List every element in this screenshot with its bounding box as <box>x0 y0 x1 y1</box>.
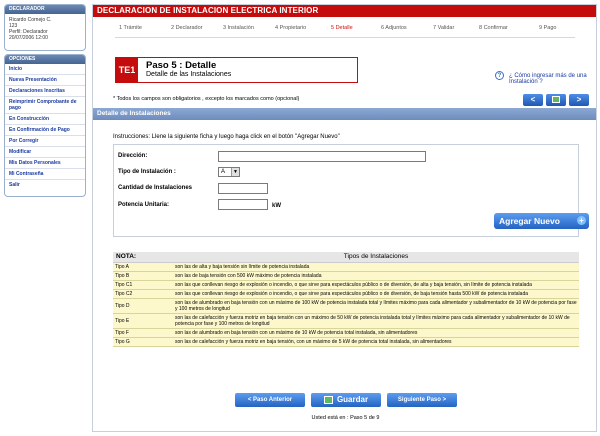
type-name: Tipo B <box>113 271 173 280</box>
step-header-box <box>115 57 358 83</box>
potencia-input[interactable] <box>218 199 268 210</box>
direccion-label: Dirección: <box>118 153 148 159</box>
save-icon-button[interactable] <box>546 94 566 106</box>
installation-form <box>113 144 584 237</box>
menu-item-salir[interactable]: Salir <box>9 182 20 188</box>
user-info <box>5 14 85 50</box>
step-divider <box>115 37 575 38</box>
table-row <box>113 271 579 280</box>
type-name: Tipo C1 <box>113 280 173 289</box>
menu-item-mi-contrasena[interactable]: Mi Contraseña <box>5 169 85 180</box>
save-icon <box>552 96 560 103</box>
help-icon[interactable]: ? <box>495 71 504 80</box>
opciones-header: OPCIONES <box>5 55 85 64</box>
step-code-badge: TE1 <box>116 58 138 82</box>
add-new-button[interactable] <box>494 213 589 229</box>
position-indicator: Usted está en : Paso 5 de 9 <box>311 415 380 421</box>
nav-buttons <box>523 94 588 106</box>
step-5: 5 Detalle <box>331 25 353 31</box>
menu-item-en-confirmacion[interactable]: En Confirmación de Pago <box>5 125 85 136</box>
bottom-action-buttons <box>235 393 457 411</box>
potencia-unit: kW <box>272 203 281 209</box>
type-description: son las de alta y baja tensión sin límite de potencia instalada <box>173 262 579 271</box>
step-tracker <box>93 25 598 35</box>
save-label: Guardar <box>336 395 369 404</box>
next-arrow-button[interactable]: > <box>569 94 589 106</box>
cantidad-label: Cantidad de Instalaciones <box>118 185 193 191</box>
step-7: 7 Validar <box>433 25 455 31</box>
type-name: Tipo C2 <box>113 289 173 298</box>
step-6: 6 Adjuntos <box>381 25 407 31</box>
type-description: son las de calefacción y fuerza motriz en baja tensión con un máximo de 50 kW de potencia instalada total y límites máximo para cada alimentador y subalimentador de 10 kW de potencia por fase y 100 metros de longitud <box>173 313 579 328</box>
user-datetime: 20/07/2006 12:00 <box>9 35 48 41</box>
type-name: Tipo G <box>113 337 173 346</box>
step-9: 9 Pago <box>539 25 557 31</box>
menu-item-en-construccion[interactable]: En Construcción <box>5 114 85 125</box>
save-button[interactable] <box>311 393 381 407</box>
help-link[interactable]: ¿ Cómo ingresar más de una Instalación ? <box>509 73 587 85</box>
step-4: 4 Propietario <box>275 25 307 31</box>
installation-types-table <box>113 252 579 347</box>
previous-step-button[interactable]: < Paso Anterior <box>235 393 305 407</box>
cantidad-input[interactable] <box>218 183 268 194</box>
type-description: son las de alumbrado en baja tensión con un máximo de 100 kW de potencia instalada total y límites máximo para cada alimentador y subalimentador de 10 kW de potencia por fase y 100 metros de longitud <box>173 298 579 313</box>
user-profile: Perfil: Declarador <box>9 29 48 35</box>
next-step-button[interactable]: Siguiente Paso > <box>387 393 457 407</box>
menu-item-por-corregir[interactable]: Por Corregir <box>5 136 85 147</box>
type-description: son las que conllevan riesgo de explosión o incendio, o que sirve para espectáculos público o de diversión, de alta y baja tensión, sin límite de potencia instalada <box>173 280 579 289</box>
table-row <box>113 337 579 346</box>
user-name: Ricardo Cornejo C. <box>9 17 52 23</box>
table-row <box>113 262 579 271</box>
tipo-selected-value: A <box>221 169 226 175</box>
type-description: son las que conllevan riesgo de explosión o incendio, o que sirve para espectáculos público o de diversión, de baja tensión hasta 500 kW de potencia instalada <box>173 289 579 298</box>
menu-item-nueva-presentacion[interactable]: Nueva Presentación <box>5 75 85 86</box>
opciones-panel <box>4 54 86 197</box>
type-description: son las de baja tensión con 500 kW máximo de potencia instalada <box>173 271 579 280</box>
table-row <box>113 298 579 313</box>
prev-arrow-button[interactable]: < <box>523 94 543 106</box>
chevron-down-icon: ▼ <box>231 168 239 176</box>
type-name: Tipo D <box>113 298 173 313</box>
table-header-row <box>113 252 579 262</box>
step-8: 8 Confirmar <box>479 25 508 31</box>
menu-item-reimprimir-comprobante[interactable]: Reimprimir Comprobante de pago <box>5 97 85 114</box>
type-name: Tipo A <box>113 262 173 271</box>
options-menu <box>5 64 85 190</box>
add-new-label: Agregar Nuevo <box>499 216 560 226</box>
tipos-header: Tipos de Instalaciones <box>173 252 579 262</box>
user-id: 123 <box>9 23 18 29</box>
declarador-panel <box>4 4 86 51</box>
type-description: son las de calefacción y fuerza motriz en baja tensión, con un máximo de 5 kW de potencia total instalada, sin alimentadores <box>173 337 579 346</box>
step-2: 2 Declarador <box>171 25 203 31</box>
sidebar <box>4 4 86 200</box>
step-3: 3 Instalación <box>223 25 254 31</box>
type-name: Tipo F <box>113 328 173 337</box>
floppy-icon <box>324 396 333 404</box>
menu-item-mis-datos[interactable]: Mis Datos Personales <box>5 158 85 169</box>
potencia-label: Potencia Unitaria: <box>118 202 170 208</box>
step-title: Paso 5 : Detalle <box>146 60 217 71</box>
menu-item-modificar[interactable]: Modificar <box>5 147 85 158</box>
table-row <box>113 313 579 328</box>
step-1: 1 Trámite <box>119 25 142 31</box>
type-description: son las de alumbrado en baja tensión con un máximo de 10 kW de potencia total instalada, sin alimentadores <box>173 328 579 337</box>
instructions: Instrucciones: Llene la siguiente ficha y luego haga click en el botón "Agregar Nuevo" <box>113 134 340 140</box>
nota-header: NOTA: <box>113 252 173 262</box>
tipo-label: Tipo de Instalación : <box>118 169 176 175</box>
page-title: DECLARACION DE INSTALACION ELECTRICA INTERIOR <box>93 5 596 17</box>
section-title: Detalle de Instalaciones <box>93 108 596 120</box>
direccion-input[interactable] <box>218 151 426 162</box>
menu-item-declaraciones-inscritas[interactable]: Declaraciones Inscritas <box>5 86 85 97</box>
tipo-select[interactable] <box>218 167 240 177</box>
type-name: Tipo E <box>113 313 173 328</box>
table-row <box>113 289 579 298</box>
table-row <box>113 280 579 289</box>
declarador-header: DECLARADOR <box>5 5 85 14</box>
plus-icon: + <box>577 216 586 225</box>
required-note: * Todos los campos son obligatorios , excepto los marcados como (opcional) <box>113 96 300 102</box>
step-subtitle: Detalle de las Instalaciones <box>146 71 232 78</box>
panel-footer <box>5 190 85 196</box>
menu-item-inicio[interactable]: Inicio <box>5 64 85 75</box>
table-row <box>113 328 579 337</box>
main-panel <box>92 4 597 432</box>
